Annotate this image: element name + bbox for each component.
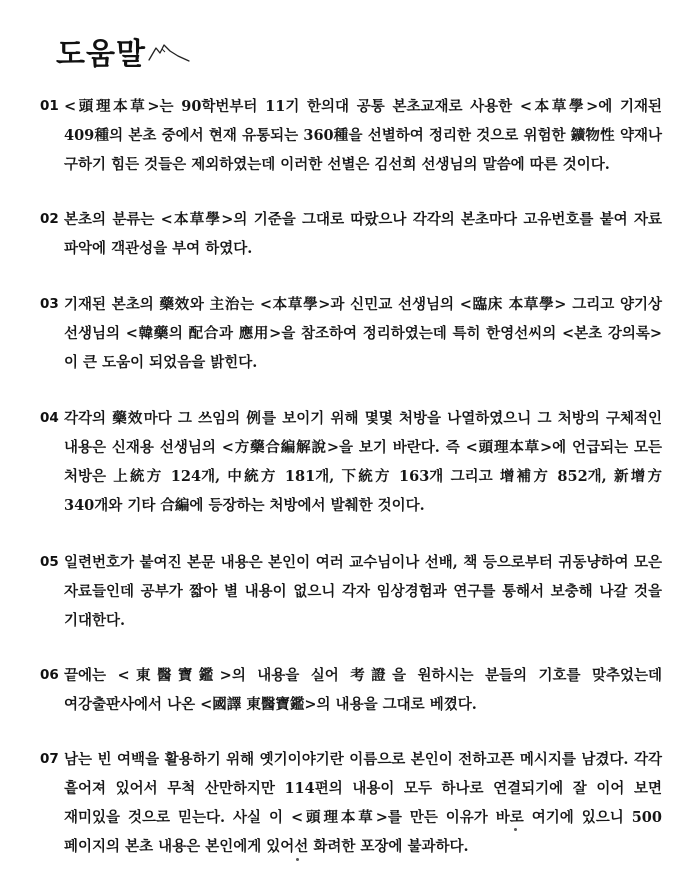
item-text: 남는 빈 여백을 활용하기 위해 옛기이야기란 이름으로 본인이 전하고픈 메시지를 남겼다. 각각 흩어져 있어서 무척 산만하지만 114편의 내용이 모두 하나로 연결되기에 잘 이어 보면 재미있을 것으로 믿는다. 사실 이 <頭理本草>를 만든 이유가 바로 여기에 있으니 500 페이지의 본초 내용은 본인에게 있어선 화려한 포장에 불과하다. [64,751,662,855]
help-item [40,290,662,377]
help-item [40,404,662,520]
item-number: 07 [40,751,59,767]
item-text: 각각의 藥效마다 그 쓰임의 例를 보이기 위해 몇몇 처방을 나열하였으니 그 처방의 구체적인 내용은 신재용 선생님의 <方藥合編解說>을 보기 바란다. 즉 <頭理本草>에 언급되는 모든 처방은 上統方 124개, 中統方 181개, 下統方 163개 그리고 增補方 852개, 新增方 340개와 기타 合編에 등장하는 처방에서 발췌한 것이다. [64,410,662,514]
help-item [40,661,662,719]
help-item [40,205,662,263]
help-item [40,548,662,635]
item-number: 02 [40,211,59,227]
item-text: 일련번호가 붙여진 본문 내용은 본인이 여러 교수님이나 선배, 책 등으로부터 귀동냥하여 모은 자료들인데 공부가 짧아 별 내용이 없으니 각자 임상경험과 연구를 통해서 보충해 나갈 것을 기대한다. [64,554,662,629]
item-text: 본초의 분류는 <本草學>의 기준을 그대로 따랐으나 각각의 본초마다 고유번호를 붙여 자료 파악에 객관성을 부여 하였다. [64,211,662,257]
scan-speck [514,828,517,831]
item-text: <頭理本草>는 90학번부터 11기 한의대 공통 본초교재로 사용한 <本草學>에 기재된 409種의 본초 중에서 현재 유통되는 360種을 선별하여 정리한 것으로 위험한 鑛物性 약재나 구하기 힘든 것들은 제외하였는데 이러한 선별은 김선희 선생님의 말씀에 따른 것이다. [64,98,662,173]
scan-speck [296,858,299,861]
item-text: 기재된 본초의 藥效와 主治는 <本草學>과 신민교 선생님의 <臨床 本草學> 그리고 양기상 선생님의 <韓藥의 配合과 應用>을 참조하여 정리하였는데 특히 한영선씨의 <본초 강의록>이 큰 도움이 되었음을 밝힌다. [64,296,662,371]
help-item [40,745,662,861]
item-number: 04 [40,410,59,426]
help-item [40,92,662,179]
item-number: 01 [40,98,59,114]
mountain-sketch-icon [148,36,190,62]
item-number: 03 [40,296,59,312]
item-number: 06 [40,667,59,683]
help-item-list [40,92,662,861]
title-area [56,26,190,72]
page-title: 도움말 [56,37,146,72]
item-text: 끝에는 <東醫寶鑑>의 내용을 실어 考證을 원하시는 분들의 기호를 맞추었는데 여강출판사에서 나온 <國譯 東醫寶鑑>의 내용을 그대로 베꼈다. [64,667,662,713]
item-number: 05 [40,554,59,570]
